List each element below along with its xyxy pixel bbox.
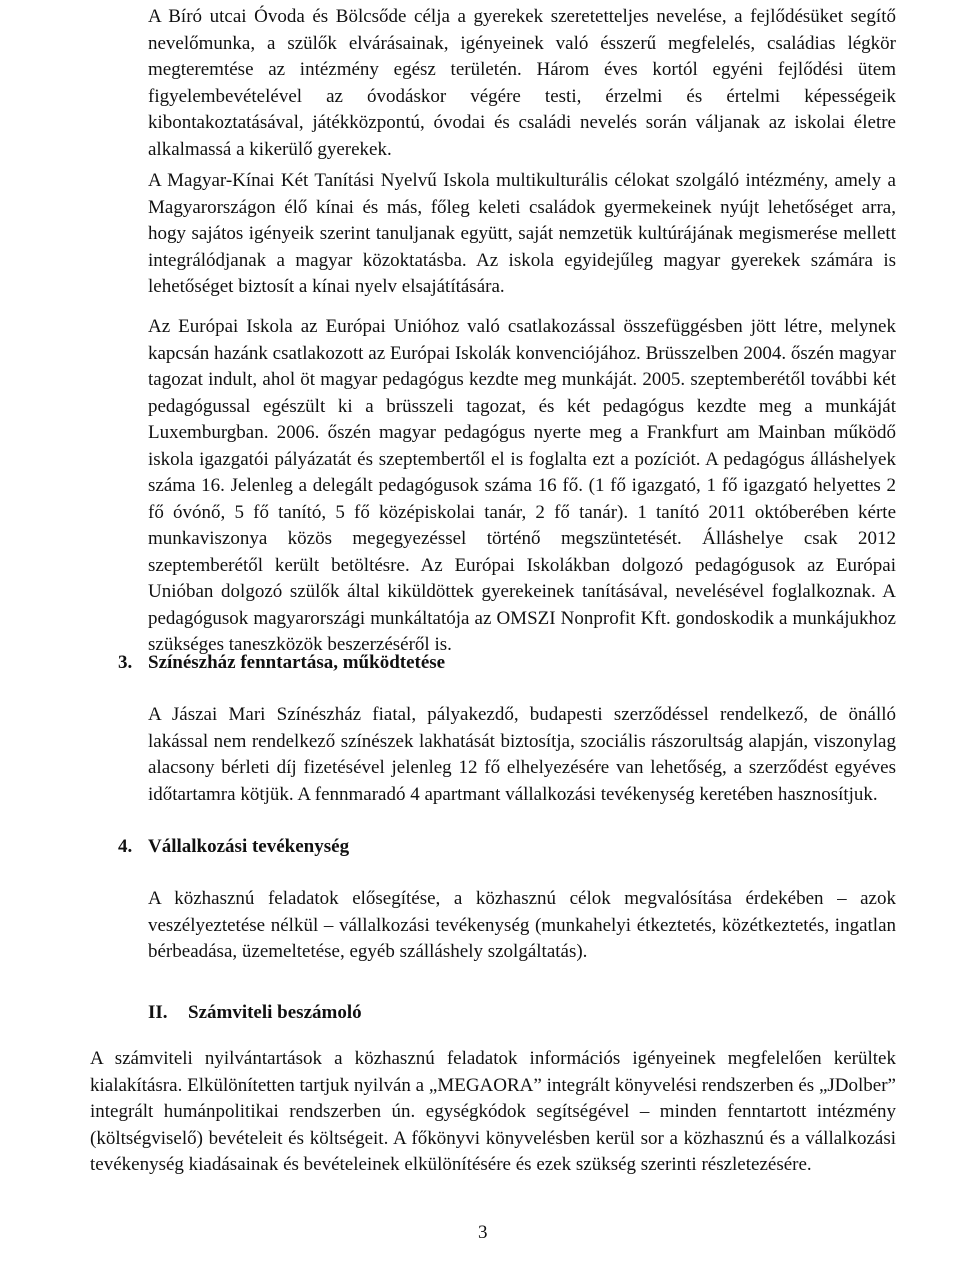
section-number: II. (148, 1002, 168, 1023)
section-number: 3. (118, 652, 133, 673)
section-title: Számviteli beszámoló (188, 1002, 362, 1023)
paragraph-europai-iskola: Az Európai Iskola az Európai Unióhoz való csatlakozással összefüggésben jött létre, melynek kapcsán hazánk csatlakozott az Európai Iskolák konvenciójához. Brüsszelben 2004. őszén magyar tagozat indult, ahol öt magyar pedagógus kezdte meg munkáját. 2005. szeptemberétől további két pedagógussal egészült ki a brüsszeli tagozat, és két pedagógus kezdte meg a munkáját Luxemburgban. 2006. őszén magyar pedagógus nyerte meg a Frankfurt am Mainban működő iskola igazgatói pályázatát és szeptembertől el is foglalta ezt a pozíciót. A pedagógus álláshelyek száma 16. Jelenleg a delegált pedagógusok száma 16 fő. (1 fő igazgató, 1 fő igazgató helyettes 2 fő óvónő, 5 fő tanító, 5 fő középiskolai tanár, 2 fő tanár). 1 tanító 2011 októberében kérte munkaviszonya közös megegyezéssel történő megszüntetését. Álláshelye csak 2012 szeptemberétől került betöltésre. Az Európai Iskolákban dolgozó pedagógusok az Európai Unióban dolgozó szülők által kiküldöttek gyerekeinek tanításával, nevelésével foglalkoznak. A pedagógusok magyarországi munkáltatója az OMSZI Nonprofit Kft. gondoskodik a munkájukhoz szükséges taneszközök beszerzéséről is. (148, 316, 896, 655)
section-number: 4. (118, 836, 133, 857)
page-number: 3 (478, 1222, 488, 1243)
paragraph-magyar-kinai-iskola: A Magyar-Kínai Két Tanítási Nyelvű Iskola multikulturális célokat szolgáló intézmény, amely a Magyarországon élő kínai és más, főleg keleti családok gyermekeinek nyújt lehetőséget arra, hogy sajátos igényeik szerint tanuljanak együtt, saját nemzetük kultúrájának megismerése mellett integrálódjanak a magyar közoktatásba. Az iskola egyidejűleg magyar gyerekek számára is lehetőséget biztosít a kínai nyelv elsajátítására. (148, 170, 896, 297)
paragraph-szamviteli: A számviteli nyilvántartások a közhasznú feladatok információs igényeinek megfelelően kerültek kialakításra. Elkülönítetten tartjuk nyilván a „MEGAORA” integrált könyvelési rendszerben és „JDolber” integrált humánpolitikai rendszerben ún. egységkódok segítségével – minden fenntartott intézmény (költségviselő) bevételeit és költségeit. A főkönyvi könyvelésben kerül sor a közhasznú és a vállalkozási tevékenység kiadásainak és bevételeinek elkülönítésére és ezek szükség szerinti részletezésére. (90, 1048, 896, 1175)
section-heading-II (148, 1000, 362, 1026)
section-heading-3 (118, 650, 445, 676)
section-heading-4 (118, 834, 349, 860)
section-title: Színészház fenntartása, működtetése (148, 652, 446, 673)
paragraph-ovoda: A Bíró utcai Óvoda és Bölcsőde célja a gyerekek szeretetteljes nevelése, a fejlődésüket segítő nevelőmunka, a szülők elvárásainak, igényeinek való ésszerű megfelelés, családias légkör megteremtése az intézmény egész területén. Három éves kortól egyéni fejlődési ütem figyelembevételével az óvodáskor végére testi, érzelmi és értelmi képességeik kibontakoztatásával, játékközpontú, óvodai és családi nevelés során váljanak az iskolai életre alkalmassá a kikerülő gyerekek. (148, 6, 896, 160)
paragraph-szineszhaz: A Jászai Mari Színészház fiatal, pályakezdő, budapesti szerződéssel rendelkező, de önálló lakással nem rendelkező színészek lakhatását biztosítja, szociális rászorultság alapján, viszonylag alacsony bérleti díj fizetésével jelenleg 12 fő elhelyezésére van lehetőség, a szerződést egyéves időtartamra kötjük. A fennmaradó 4 apartmant vállalkozási tevékenység keretében hasznosítjuk. (148, 704, 896, 805)
paragraph-vallalkozasi-tevekenyseg: A közhasznú feladatok elősegítése, a közhasznú célok megvalósítása érdekében – azok veszélyeztetése nélkül – vállalkozási tevékenység (munkahelyi étkeztetés, közétkeztetés, ingatlan bérbeadása, üzemeltetése, egyéb szálláshely szolgáltatás). (148, 888, 896, 962)
section-title: Vállalkozási tevékenység (148, 836, 350, 857)
